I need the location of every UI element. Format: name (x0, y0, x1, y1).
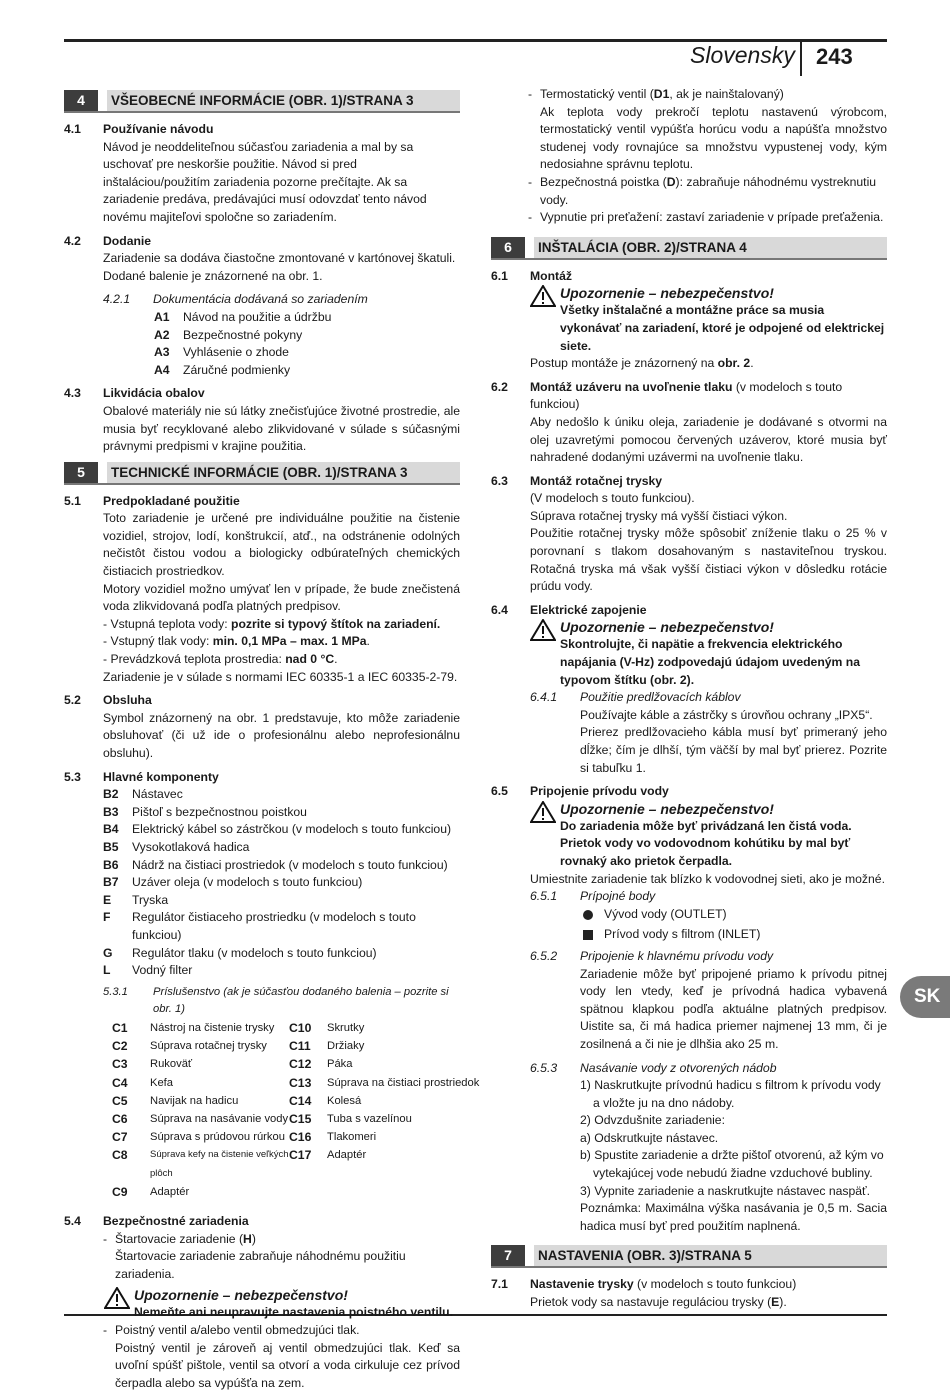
warning-box (530, 801, 887, 871)
component-item: F Regulátor čistiaceho prostriedku (v modeloch s touto funkciou) (103, 909, 460, 944)
component-item: B2 Nástavec (103, 786, 460, 804)
square-icon (583, 930, 593, 940)
subsection-5-3-1-heading: 5.3.1 Príslušenstvo (ak je súčasťou dodaného balenia – pozrite si obr. 1) (103, 984, 460, 1019)
component-item: E Tryska (103, 892, 460, 910)
warning-icon (530, 285, 556, 307)
warning-title: Upozornenie – nebezpečenstvo! (134, 1287, 453, 1304)
suction-note: Poznámka: Maximálna výška nasávania je 0,5 m. Sacia hadica musí byť pred použitím naplnená. (580, 1200, 887, 1235)
start-device-item: - Štartovacie zariadenie (H) (103, 1231, 460, 1249)
subsection-6-1-heading: 6.1 Montáž (491, 268, 887, 286)
section-title: NASTAVENIA (OBR. 3)/STRANA 5 (534, 1245, 887, 1266)
warning-title: Upozornenie – nebezpečenstvo! (560, 285, 887, 302)
subsection-6-2-text: Aby nedošlo k úniku oleja, zariadenie je dodávané s otvormi na olej uzavretými pomocou červených uzáverov, ktoré musia byť nahradené dodanými uzávermi na uvoľnenie tlaku. (530, 414, 887, 467)
header-divider (800, 42, 802, 76)
component-item: G Regulátor tlaku (v modeloch s touto funkciou) (103, 945, 460, 963)
outlet-item: Vývod vody (OUTLET) (583, 906, 887, 924)
section-number: 6 (491, 237, 525, 258)
section-6-heading (491, 237, 887, 260)
standards-text: Zariadenie je v súlade s normami IEC 60335-1 a IEC 60335-2-79. (103, 669, 460, 687)
subsection-6-5-3-heading: 6.5.3 Nasávanie vody z otvorených nádob (530, 1060, 887, 1078)
warning-text: Skontrolujte, či napätie a frekvencia elektrického napájania (V-Hz) zodpovedajú údajom uvedeným na typovom štítku (obr. 2). (560, 636, 887, 689)
warning-title: Upozornenie – nebezpečenstvo! (560, 801, 887, 818)
thermo-valve-item: - Termostatický ventil (D1, ak je nainštalovaný) (528, 86, 887, 104)
section-title: TECHNICKÉ INFORMÁCIE (OBR. 1)/STRANA 3 (107, 462, 460, 483)
section-number: 5 (64, 462, 98, 483)
language-side-tab: SK (900, 976, 950, 1018)
subsection-6-4-heading: 6.4 Elektrické zapojenie (491, 602, 887, 620)
component-item: L Vodný filter (103, 962, 460, 980)
circle-icon (583, 910, 593, 920)
subsection-5-4-heading: 5.4 Bezpečnostné zariadenia (64, 1213, 460, 1231)
relief-valve-text: Poistný ventil je zároveň aj ventil obmedzujúci tlak. Keď sa uvoľní spúšť pištole, ventil sa otvorí a voda cirkuluje cez prívod čerpadla alebo sa vypúšťa na zem. (115, 1340, 460, 1392)
section-number: 4 (64, 90, 98, 111)
warning-box (530, 285, 887, 355)
subsection-4-3-heading: 4.3 Likvidácia obalov (64, 385, 460, 403)
step-3: 3) Vypnite zariadenie a naskrutkujte nástavec naspäť. (580, 1183, 887, 1201)
subsection-6-4-1-heading: 6.4.1 Použitie predlžovacích káblov (530, 689, 887, 707)
doc-item: A3 Vyhlásenie o zhode (154, 344, 460, 362)
accessories-grid: C1 Nástroj na čistenie trysky C10 Skrutky C2 Súprava rotačnej trysky C11 Držiaky C3 Rukoväť C12 Páka C4 Kefa C13 Súprava na čistiaci prostriedok C5 Navijak na hadicu C14 Kolesá C6 Súprava na nasávanie vody C15 Tuba s vazelínou C7 Súprava s prúdovou rúrkou C16 Tlakomeri C8 Súprava kefy na čistenie veľkých plôch C17 Adaptér C9 Adaptér (112, 1019, 460, 1201)
subsection-4-2-1-heading: 4.2.1 Dokumentácia dodávaná so zariadením (103, 291, 460, 309)
component-item: B3 Pištoľ s bezpečnostnou poistkou (103, 804, 460, 822)
warning-box (530, 619, 887, 689)
nozzle-setting-text: Prietok vody sa nastavuje reguláciou trysky (E). (530, 1294, 887, 1312)
thermo-valve-text: Ak teplota vody prekročí teplotu nastavenú výrobcom, termostatický ventil vypúšťa horúcu vodu a napúšťa množstvo studenej vody rovnajúce sa množstvu vypustenej vody, kým nedosiahne správnu teplotu. (540, 104, 887, 174)
subsection-4-2-text: Zariadenie sa dodáva čiastočne zmontované v kartónovej škatuli. Dodané balenie je znázornené na obr. 1. (103, 250, 460, 285)
section-7-heading (491, 1245, 887, 1268)
subsection-6-3-heading: 6.3 Montáž rotačnej trysky (491, 473, 887, 491)
component-item: B6 Nádrž na čistiaci prostriedok (v modeloch s touto funkciou) (103, 857, 460, 875)
section-4-heading (64, 90, 460, 113)
section-title: INŠTALÁCIA (OBR. 2)/STRANA 4 (534, 237, 887, 258)
subsection-4-1-text: Návod je neoddeliteľnou súčasťou zariadenia a mal by sa uschovať pre neskoršie použitie. Návod si pred inštaláciou/použitím zariadenia pozorne prečítajte. Ak sa zariadenie predáva, predávajúci musí odovzdať tento návod novému majiteľovi spoločne so zariadením. (103, 139, 460, 227)
warning-text: Do zariadenia môže byť privádzaná len čistá voda. Prietok vody vo vodovodnom kohútiku by mal byť rovnaký ako prietok čerpadla. (560, 818, 887, 871)
rotary-nozzle-text: Súprava rotačnej trysky má vyšší čistiaci výkon. (530, 508, 887, 526)
step-1: 1) Naskrutkujte prívodnú hadicu s filtrom k prívodu vody a vložte ju na dno nádoby. (580, 1077, 887, 1112)
section-number: 7 (491, 1245, 525, 1266)
subsection-7-1-heading: 7.1 Nastavenie trysky (v modeloch s touto funkciou) (491, 1276, 887, 1294)
start-device-text: Štartovacie zariadenie zabraňuje náhodnému použitiu zariadenia. (115, 1248, 460, 1283)
subsection-5-2-text: Symbol znázornený na obr. 1 predstavuje, kto môže zariadenie obsluhovať (či už ide o profesionálnu alebo neprofesionálnu obsluhu). (103, 710, 460, 763)
right-column (491, 86, 887, 1312)
warning-text: Nemeňte ani neupravujte nastavenia poistného ventilu. (134, 1304, 453, 1322)
subsection-4-1-heading: 4.1 Používanie návodu (64, 121, 460, 139)
warning-icon (104, 1287, 130, 1309)
warning-box (104, 1287, 460, 1322)
component-item: B7 Uzáver oleja (v modeloch s touto funkciou) (103, 874, 460, 892)
overload-item: - Vypnutie pri preťažení: zastaví zariadenie v prípade preťaženia. (528, 209, 887, 227)
step-2: 2) Odvzdušnite zariadenie: (580, 1112, 887, 1130)
doc-item: A2 Bezpečnostné pokyny (154, 327, 460, 345)
engine-wash-text: Motory vozidiel možno umývať len v prípade, že bude znečistená voda zlikvidovaná podľa platných predpisov. (103, 581, 460, 616)
ambient-temperature: - Prevádzková teplota prostredia: nad 0 °C. (103, 651, 460, 669)
section-5-heading (64, 462, 460, 485)
rotary-nozzle-detail: Použitie rotačnej trysky môže spôsobiť zníženie tlaku o 25 % v porovnaní s tlakom dosahovaným s nastaviteľnou tryskou. Rotačná tryska má však vyšší čistiaci výkon v dôsledku rotácie prúdu vody. (530, 525, 887, 595)
inlet-item: Prívod vody s filtrom (INLET) (583, 926, 887, 944)
subsection-6-2-heading: 6.2 Montáž uzáveru na uvoľnenie tlaku (v modeloch s touto funkciou) (491, 379, 887, 414)
step-2b: b) Spustite zariadenie a držte pištoľ otvorenú, až kým vo vytekajúcej vode nebudú žiadne vzduchové bubliny. (580, 1147, 887, 1182)
warning-title: Upozornenie – nebezpečenstvo! (560, 619, 887, 636)
relief-valve-item: - Poistný ventil a/alebo ventil obmedzujúci tlak. (103, 1322, 460, 1340)
page-number: 243 (816, 44, 853, 70)
inlet-temperature: - Vstupná teplota vody: pozrite si typový štítok na zariadení. (103, 616, 460, 634)
components-list (103, 786, 460, 980)
subsection-6-5-2-heading: 6.5.2 Pripojenie k hlavnému prívodu vody (530, 948, 887, 966)
component-item: B5 Vysokotlaková hadica (103, 839, 460, 857)
warning-icon (530, 619, 556, 641)
subsection-5-1-heading: 5.1 Predpokladané použitie (64, 493, 460, 511)
safety-fuse-item: - Bezpečnostná poistka (D): zabraňuje náhodnému vystreknutiu vody. (528, 174, 887, 209)
header-language: Slovensky (690, 42, 795, 69)
inlet-pressure: - Vstupný tlak vody: min. 0,1 MPa – max. 1 MPa. (103, 633, 460, 651)
water-supply-text: Umiestnite zariadenie tak blízko k vodovodnej sieti, ako je možné. (530, 871, 887, 889)
rotary-nozzle-note: (V modeloch s touto funkciou). (530, 490, 887, 508)
warning-icon (530, 801, 556, 823)
subsection-6-5-heading: 6.5 Pripojenie prívodu vody (491, 783, 887, 801)
intended-use-text: Toto zariadenie je určené pre individuálne použitie na čistenie vozidiel, strojov, lodí, konštrukcií, atď., na odstránenie odolných nečistôt čistou vodou a biologicky odbúrateľných chemických čistiacich prostriedkov. (103, 510, 460, 580)
section-title: VŠEOBECNÉ INFORMÁCIE (OBR. 1)/STRANA 3 (107, 90, 460, 111)
step-2a: a) Odskrutkujte nástavec. (580, 1130, 887, 1148)
doc-item: A1 Návod na použitie a údržbu (154, 309, 460, 327)
mains-connection-text: Zariadenie môže byť pripojené priamo k prívodu pitnej vody len vtedy, keď je prívodná hadica vybavená spätnou klapkou podľa aktuálne platných predpisov. Uistite sa, či má hadica priemer najmenej 13 mm, či je zosilnená a či nie je dlhšia ako 25 m. (580, 966, 887, 1054)
subsection-5-2-heading: 5.2 Obsluha (64, 692, 460, 710)
subsection-4-2-heading: 4.2 Dodanie (64, 233, 460, 251)
subsection-6-5-1-heading: 6.5.1 Prípojné body (530, 888, 887, 906)
doc-item: A4 Záručné podmienky (154, 362, 460, 380)
component-item: B4 Elektrický kábel so zástrčkou (v modeloch s touto funkciou) (103, 821, 460, 839)
extension-cable-detail: Prierez predlžovacieho kábla musí byť primeraný jeho dĺžke; čím je dlhší, tým väčší by mal byť prierez. Pozrite si tabuľku 1. (580, 724, 887, 777)
extension-cable-text: Používajte káble a zástrčky s úrovňou ochrany „IPX5“. (580, 707, 887, 725)
assembly-text: Postup montáže je znázornený na obr. 2. (530, 355, 887, 373)
warning-text: Všetky inštalačné a montážne práce sa musia vykonávať na zariadení, ktoré je odpojené od elektrickej siete. (560, 302, 887, 355)
left-column (64, 90, 460, 1392)
subsection-4-3-text: Obalové materiály nie sú látky znečisťujúce životné prostredie, ale musia byť recyklované alebo zlikvidované v súlade s súčasnými právnymi predpismi v krajine použitia. (103, 403, 460, 456)
subsection-5-3-heading: 5.3 Hlavné komponenty (64, 769, 460, 787)
